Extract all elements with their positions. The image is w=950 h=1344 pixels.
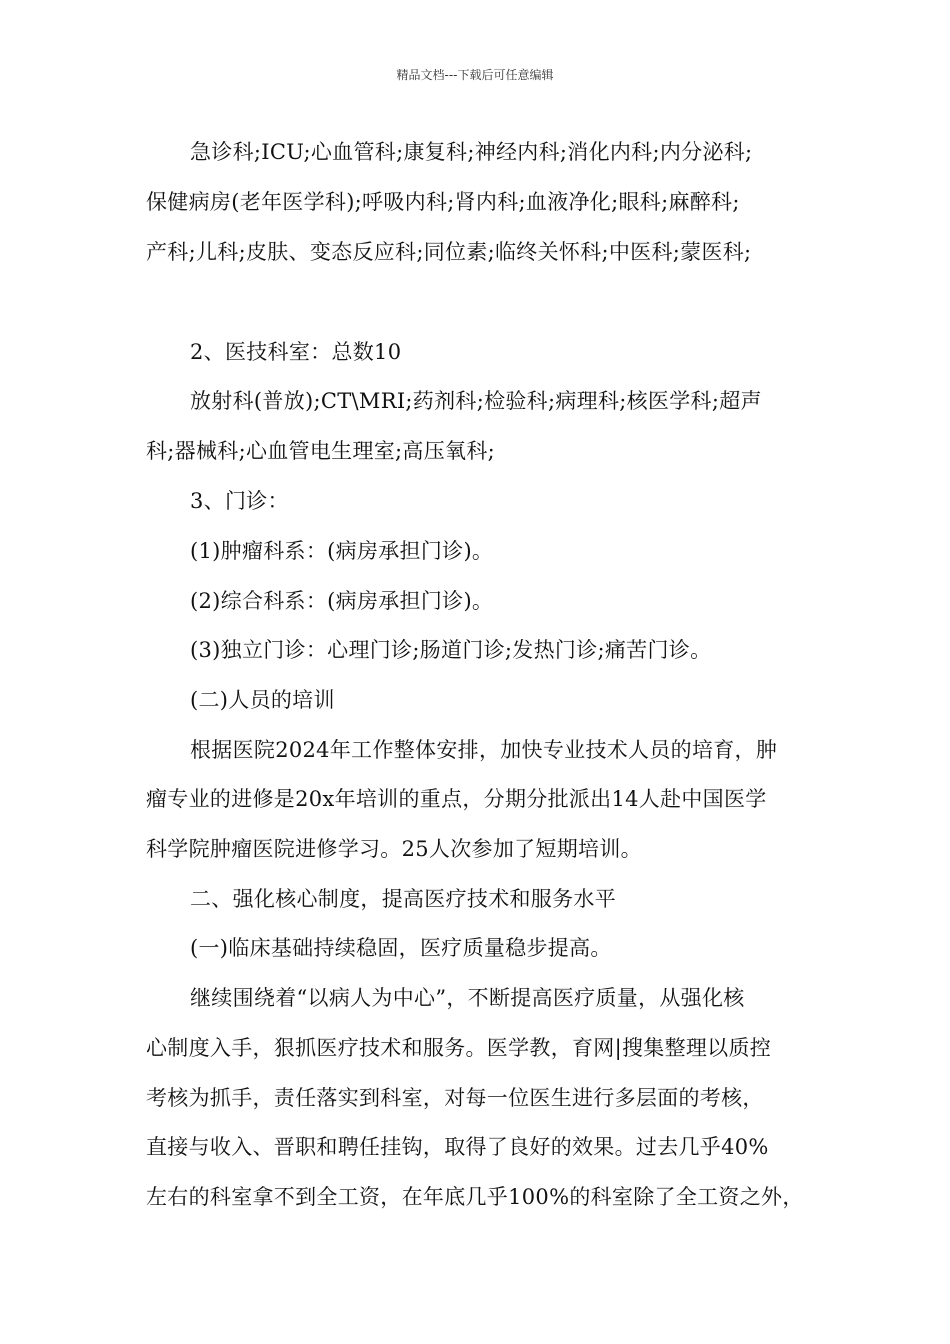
section-heading: (一)临床基础持续稳固，医疗质量稳步提高。 (190, 936, 612, 960)
text-line: (1)肿瘤科系：(病房承担门诊)。 (190, 539, 494, 563)
text-line: 直接与收入、晋职和聘任挂钩，取得了良好的效果。过去几乎40% (146, 1135, 769, 1159)
text-line: 科学院肿瘤医院进修学习。25人次参加了短期培训。 (146, 837, 642, 861)
text-line: 产科;儿科;皮肤、变态反应科;同位素;临终关怀科;中医科;蒙医科; (146, 240, 752, 264)
text-line: 左右的科室拿不到全工资，在年底几乎100%的科室除了全工资之外， (146, 1185, 804, 1209)
text-line: 保健病房(老年医学科);呼吸内科;肾内科;血液净化;眼科;麻醉科; (146, 190, 740, 214)
text-line: 瘤专业的进修是20x年培训的重点，分期分批派出14人赴中国医学 (146, 787, 767, 811)
text-line: (3)独立门诊：心理门诊;肠道门诊;发热门诊;痛苦门诊。 (190, 638, 712, 662)
text-line: (2)综合科系：(病房承担门诊)。 (190, 589, 494, 613)
section-heading: 二、强化核心制度，提高医疗技术和服务水平 (190, 887, 616, 911)
text-line: 根据医院2024年工作整体安排，加快专业技术人员的培育，肿 (190, 738, 778, 762)
text-line: 考核为抓手，责任落实到科室，对每一位医生进行多层面的考核， (146, 1086, 764, 1110)
text-line: 放射科(普放);CT\MRI;药剂科;检验科;病理科;核医学科;超声 (190, 389, 762, 413)
text-line: 科;器械科;心血管电生理室;高压氧科; (146, 439, 495, 463)
text-line: 心制度入手，狠抓医疗技术和服务。医学教，育网|搜集整理以质控 (146, 1036, 772, 1060)
page-header: 精品文档---下载后可任意编辑 (396, 68, 554, 82)
text-line: 急诊科;ICU;心血管科;康复科;神经内科;消化内科;内分泌科; (190, 140, 753, 164)
section-heading: 2、医技科室：总数10 (190, 340, 402, 364)
section-heading: (二)人员的培训 (190, 688, 335, 712)
text-line: 继续围绕着“以病人为中心”，不断提高医疗质量，从强化核 (190, 986, 745, 1010)
section-heading: 3、门诊： (190, 489, 289, 513)
